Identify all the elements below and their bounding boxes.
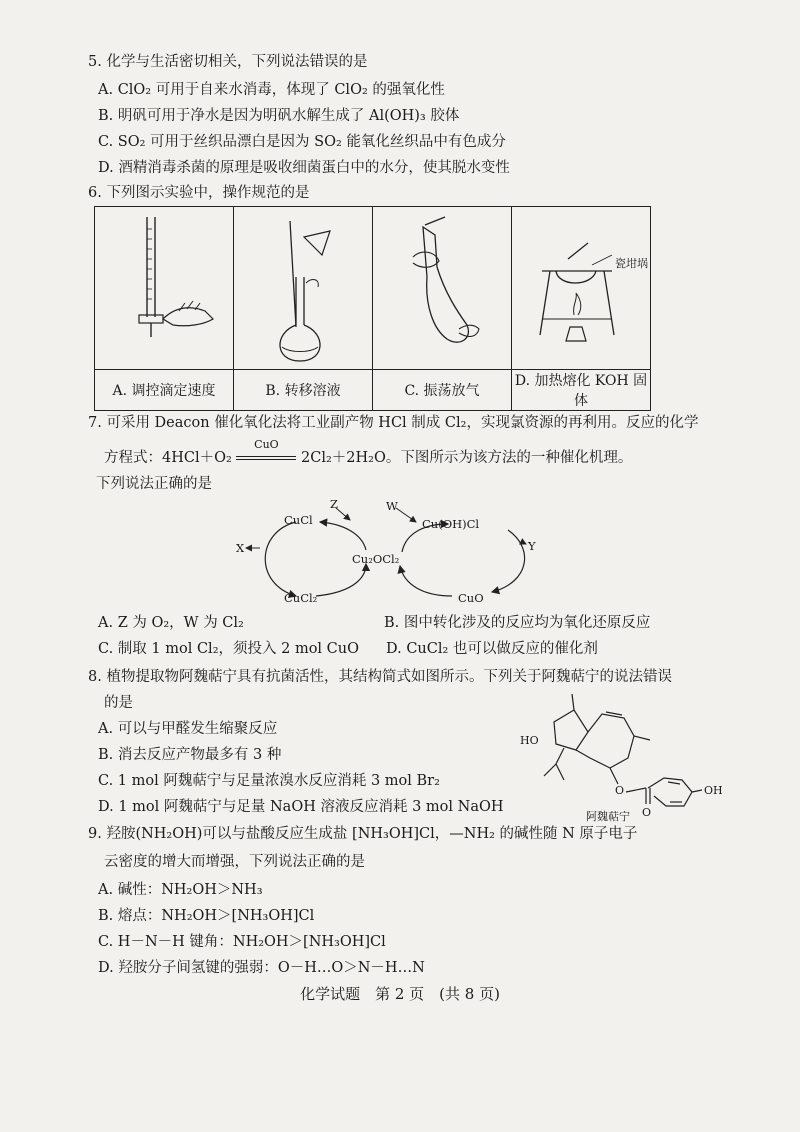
q5-option-d: D. 酒精消毒杀菌的原理是吸收细菌蛋白中的水分，使其脱水变性 bbox=[98, 160, 510, 176]
q7-equation-arrow bbox=[236, 438, 296, 460]
q9-option-d: D. 羟胺分子间氢键的强弱：O－H…O＞N－H…N bbox=[98, 960, 425, 976]
q5-option-c: C. SO₂ 可用于丝织品漂白是因为 SO₂ 能氧化丝织品中有色成分 bbox=[98, 134, 506, 150]
q5-option-a: A. ClO₂ 可用于自来水消毒，体现了 ClO₂ 的强氧化性 bbox=[98, 82, 445, 98]
q7-catalyst: CuO bbox=[254, 438, 279, 451]
q6-figure-d bbox=[512, 207, 651, 370]
q7-stem: 7. 可采用 Deacon 催化氧化法将工业副产物 HCl 制成 Cl₂，实现氯资源的再利用。反应的化学 bbox=[88, 415, 699, 431]
q6-caption-d: D. 加热熔化 KOH 固体 bbox=[512, 370, 651, 411]
page-footer: 化学试题 第 2 页 (共 8 页) bbox=[300, 985, 500, 1003]
structure-oh: OH bbox=[704, 784, 723, 797]
q8-option-b: B. 消去反应产物最多有 3 种 bbox=[98, 747, 282, 763]
q9-option-a: A. 碱性：NH₂OH＞NH₃ bbox=[98, 882, 263, 898]
q7-prompt: 下列说法正确的是 bbox=[96, 476, 212, 492]
q7-option-a: A. Z 为 O₂，W 为 Cl₂ bbox=[98, 615, 244, 631]
burette-icon bbox=[95, 207, 233, 365]
q7-option-d: D. CuCl₂ 也可以做反应的催化剂 bbox=[386, 641, 598, 657]
q8-stem-line2: 的是 bbox=[104, 695, 133, 711]
crucible-heating-icon bbox=[512, 207, 650, 365]
q7-option-c: C. 制取 1 mol Cl₂，须投入 2 mol CuO bbox=[98, 641, 359, 657]
structure-ho: HO bbox=[520, 734, 539, 747]
q7-option-b: B. 图中转化涉及的反应均为氧化还原反应 bbox=[384, 615, 651, 631]
q9-option-b: B. 熔点：NH₂OH＞[NH₃OH]Cl bbox=[98, 908, 315, 924]
q8-structure-diagram bbox=[518, 688, 728, 828]
separatory-funnel-icon bbox=[373, 207, 511, 365]
q7-equation-left: 方程式：4HCl＋O₂ bbox=[104, 450, 232, 466]
q6-figure-a bbox=[95, 207, 234, 370]
q6-figure-c bbox=[373, 207, 512, 370]
q6-caption-a: A. 调控滴定速度 bbox=[95, 370, 234, 411]
structure-carbonyl-o: O bbox=[642, 806, 652, 819]
q8-option-a: A. 可以与甲醛发生缩聚反应 bbox=[98, 721, 278, 737]
q8-stem-line1: 8. 植物提取物阿魏萜宁具有抗菌活性，其结构简式如图所示。下列关于阿魏萜宁的说法错误 bbox=[88, 669, 672, 685]
cycle-cuohcl: Cu(OH)Cl bbox=[422, 517, 480, 531]
structure-ester-o: O bbox=[615, 784, 625, 797]
q6-stem: 6. 下列图示实验中，操作规范的是 bbox=[88, 185, 310, 201]
q6-figure-b bbox=[234, 207, 373, 370]
cycle-cucl2: CuCl₂ bbox=[284, 591, 318, 605]
q6-caption-b: B. 转移溶液 bbox=[234, 370, 373, 411]
volumetric-flask-icon bbox=[234, 207, 372, 365]
cycle-cuo: CuO bbox=[458, 591, 484, 605]
q6-caption-c: C. 振荡放气 bbox=[373, 370, 512, 411]
q6-experiment-table bbox=[94, 206, 651, 411]
cycle-cu2ocl2: Cu₂OCl₂ bbox=[352, 552, 400, 566]
q5-option-b: B. 明矾可用于净水是因为明矾水解生成了 Al(OH)₃ 胶体 bbox=[98, 108, 460, 124]
crucible-label: 瓷坩埚 bbox=[615, 257, 648, 270]
cycle-y: Y bbox=[528, 539, 536, 553]
cycle-cucl: CuCl bbox=[284, 513, 313, 527]
cycle-w: W bbox=[386, 499, 398, 513]
q9-stem-line1: 9. 羟胺(NH₂OH)可以与盐酸反应生成盐 [NH₃OH]Cl，—NH₂ 的碱性随 N 原子电子 bbox=[88, 826, 638, 842]
q5-stem: 5. 化学与生活密切相关，下列说法错误的是 bbox=[88, 54, 368, 70]
cycle-z: Z bbox=[330, 497, 338, 511]
cycle-x: X bbox=[236, 541, 245, 555]
q8-option-c: C. 1 mol 阿魏萜宁与足量浓溴水反应消耗 3 mol Br₂ bbox=[98, 773, 440, 789]
q7-equation bbox=[104, 438, 633, 467]
q9-stem-line2: 云密度的增大而增强，下列说法正确的是 bbox=[104, 854, 365, 870]
q9-option-c: C. H－N－H 键角：NH₂OH＞[NH₃OH]Cl bbox=[98, 934, 386, 950]
q7-equation-right: 2Cl₂＋2H₂O。下图所示为该方法的一种催化机理。 bbox=[301, 450, 633, 466]
q7-catalytic-cycle-diagram bbox=[226, 496, 546, 608]
q8-option-d: D. 1 mol 阿魏萜宁与足量 NaOH 溶液反应消耗 3 mol NaOH bbox=[98, 799, 504, 815]
q8-structure-label: 阿魏萜宁 bbox=[586, 810, 630, 823]
